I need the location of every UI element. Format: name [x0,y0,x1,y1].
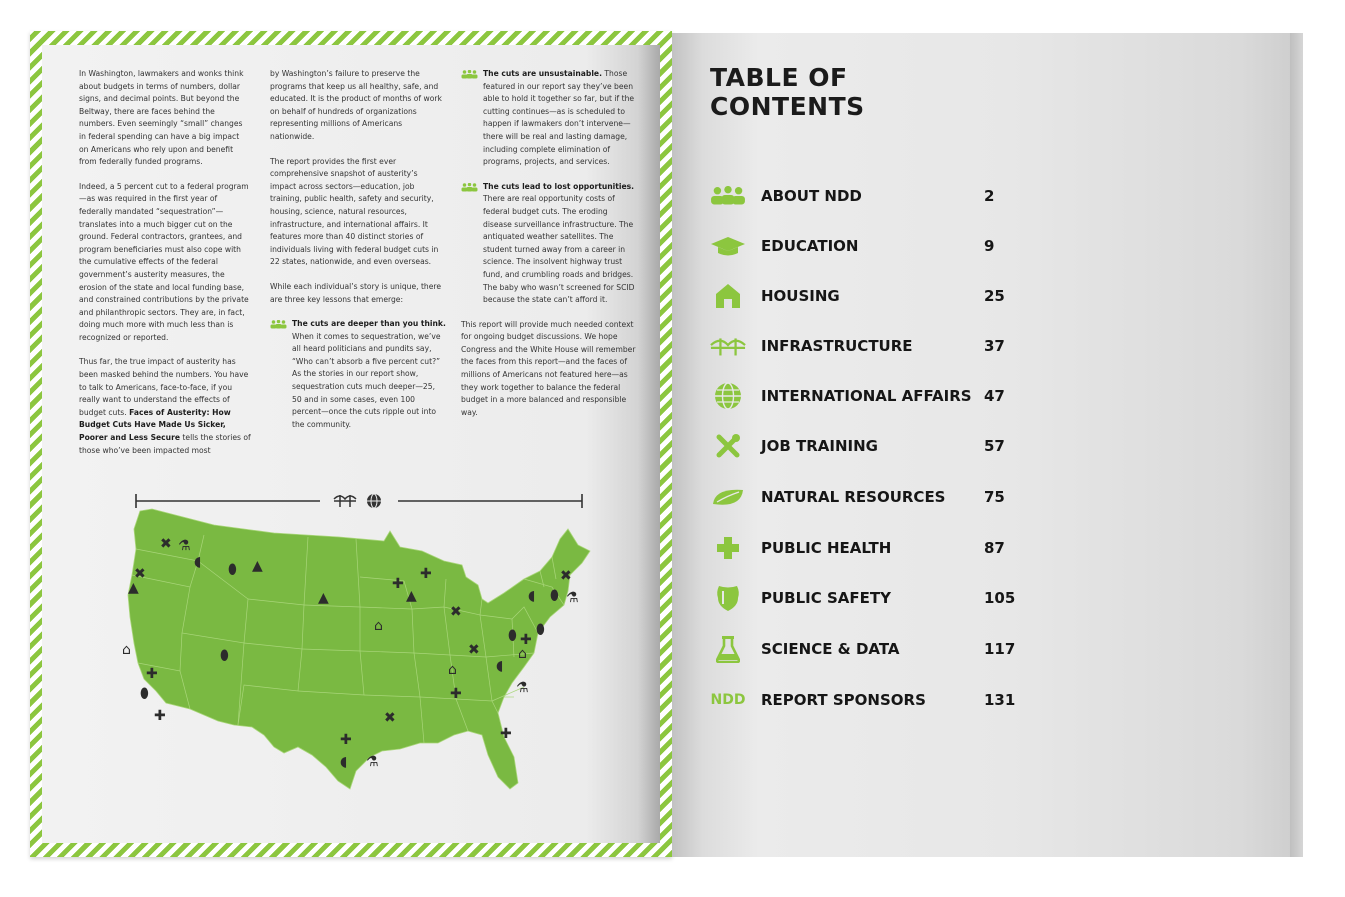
us-map [94,487,614,827]
tools-icon: ✖ [560,568,572,584]
paragraph: This report will provide much needed context for ongoing budget discussions. We hope Congress and the White House will remember the faces from this report—and the faces of millions of Americans not featured here—as they work together to balance the federal budget in a more balanced and responsible way. [461,319,636,417]
page-edge [1290,33,1303,857]
flask-icon: ⚗ [366,754,379,770]
leaf-icon: ◖ [194,554,202,570]
tools-icon [710,429,746,463]
tools-icon: ✖ [468,642,480,658]
shield-icon: ⬮ [508,628,517,644]
lesson-body: There are real opportunity costs of federal budget cuts. The eroding disease surveillance infrastructure. The antiquated weather satellites. The student turned away from a career in science. The insolvent highway trust fund, and crumbling roads and bridges. The baby who wasn’t screened for SCID because the state can’t afford it. [483,194,635,305]
flask-icon: ⚗ [178,538,191,554]
cross-icon: ✚ [392,576,404,592]
graduation-cap-icon [710,229,746,263]
lesson-1 [270,318,446,431]
paragraph: While each individual’s story is unique, there are three key lessons that emerge: [270,281,442,304]
paragraph: In Washington, lawmakers and wonks think about budgets in terms of numbers, dollar signs, and decimal points. But beyond the Beltway, there are faces behind the numbers. Even seemingly “small” changes in federal spending can have a big impact on Americans who rely upon and benefit from federally funded programs. [79,69,244,167]
lesson-3 [461,181,637,307]
graduation-cap-icon: ▲ [406,588,417,604]
people-icon [270,320,287,329]
cross-icon: ✚ [450,686,462,702]
toc-entry-page: 47 [984,387,1005,405]
toc-entry-page: 105 [984,589,1016,607]
lesson-body: Those featured in our report say they’ve been able to hold it together so far, but if the cutting continues—as is scheduled to happen if lawmakers don’t intervene—there will be real and lasting damage, including complete elimination of programs, projects, and services. [483,69,635,167]
house-icon: ⌂ [448,662,457,678]
shield-icon: ⬮ [220,648,229,664]
toc-entry-infrastructure[interactable] [710,329,1070,363]
bridge-icon [710,329,746,363]
page-fold-shadow [638,45,660,843]
toc-entry-education[interactable] [710,229,1070,263]
toc-entry-page: 87 [984,539,1005,557]
graduation-cap-icon: ▲ [252,558,263,574]
toc-entry-job-training[interactable] [710,429,1070,463]
people-icon [710,179,746,213]
us-map-shape [94,487,614,827]
right-page [672,33,1290,857]
tools-icon: ✖ [160,536,172,552]
cross-icon [710,531,746,565]
cross-icon: ✚ [500,726,512,742]
flask-icon [710,632,746,666]
toc-entry-label: REPORT SPONSORS [761,691,926,709]
toc-entry-about-ndd[interactable] [710,179,1070,213]
lesson-title: The cuts are unsustainable. [483,69,602,78]
house-icon: ⌂ [518,646,527,662]
toc-entry-page: 57 [984,437,1005,455]
lesson-title: The cuts are deeper than you think. [292,319,446,329]
toc-entry-label: EDUCATION [761,237,859,255]
people-icon [461,183,478,192]
toc-entry-label: JOB TRAINING [761,437,878,455]
toc-entry-international-affairs[interactable] [710,379,1070,413]
toc-entry-label: PUBLIC HEALTH [761,539,892,557]
toc-entry-page: 2 [984,187,995,205]
paragraph: The report provides the first ever comprehensive snapshot of austerity’s impact across sectors—education, job training, public health, safety and security, housing, science, natural resources, infrastructure, and international affairs. It features more than 40 distinct stories of individuals living with federal budget cuts in 22 states, nationwide, and even overseas. [270,156,439,267]
toc-entry-page: 75 [984,488,1005,506]
graduation-cap-icon: ▲ [318,590,329,606]
toc-entry-page: 25 [984,287,1005,305]
text-column-2 [270,68,446,443]
toc-entry-label: INTERNATIONAL AFFAIRS [761,387,972,405]
toc-entry-page: 117 [984,640,1016,658]
toc-entry-public-health[interactable] [710,531,1070,565]
cross-icon: ✚ [340,732,352,748]
cross-icon: ✚ [520,632,532,648]
toc-entry-natural-resources[interactable] [710,480,1070,514]
cross-icon: ✚ [420,566,432,582]
leaf-icon: ◖ [528,588,536,604]
lesson-title: The cuts lead to lost opportunities. [483,181,635,191]
toc-entry-page: 131 [984,691,1016,709]
leaf-icon: ◖ [340,754,348,770]
report-title-bold: Faces of Austerity: How Budget Cuts Have Made Us Sicker, Poorer and Less Secure [79,407,231,443]
toc-title-line2: CONTENTS [710,92,865,121]
toc-title [710,63,865,121]
toc-entry-label: NATURAL RESOURCES [761,488,946,506]
shield-icon: ⬮ [228,562,237,578]
tools-icon: ✖ [384,710,396,726]
leaf-icon [710,480,746,514]
toc-entry-label: SCIENCE & DATA [761,640,900,658]
text-column-1 [79,68,251,469]
text-column-3 [461,68,637,431]
flask-icon: ⚗ [566,590,579,606]
people-icon [461,70,478,79]
globe-icon [710,379,746,413]
ndd-mark: NDD [710,692,746,708]
toc-entry-public-safety[interactable] [710,581,1070,615]
house-icon: ⌂ [374,618,383,634]
toc-entry-housing[interactable] [710,279,1070,313]
paragraph-text: Thus far, the true impact of austerity has been masked behind the numbers. You have to talk to Americans, face-to-face, if you really want to understand the effects of budget cuts. [79,357,249,417]
tools-icon: ✖ [134,566,146,582]
graduation-cap-icon: ▲ [128,580,139,596]
cross-icon: ✚ [146,666,158,682]
toc-entry-label: INFRASTRUCTURE [761,337,913,355]
toc-entry-report-sponsors[interactable] [710,683,1070,717]
cross-icon: ✚ [154,708,166,724]
toc-entry-label: HOUSING [761,287,840,305]
paragraph: Indeed, a 5 percent cut to a federal program—as was required in the first year of federally mandated “sequestration”—translates into a much bigger cut on the ground. Federal contractors, grantees, and program beneficiaries must also cope with the cumulative effects of the federal government’s austerity measures, the erosion of the state and local funding base, and constrained contributions by the private and philanthropic sectors. They are, in fact, doing much more with much less than is recognized or reported. [79,181,249,342]
toc-entry-science-data[interactable] [710,632,1070,666]
paragraph-text: tells the stories of those who’ve been impacted most [79,433,251,455]
lesson-body: When it comes to sequestration, we’ve all heard politicians and pundits say, “Who can’t absorb a five percent cut?” As the stories in our report show, sequestration cuts much deeper—25, 50 and in some cases, even 100 percent—once the cuts ripple out into the community. [292,331,441,429]
toc-entry-page: 37 [984,337,1005,355]
paragraph: by Washington’s failure to preserve the programs that keep us all healthy, safe, and educated. It is the product of months of work on behalf of hundreds of organizations representing millions of Americans nationwide. [270,69,442,141]
shield-icon: ⬮ [550,588,559,604]
shield-icon: ⬮ [140,686,149,702]
shield-icon [710,581,746,615]
shield-icon: ⬮ [536,622,545,638]
house-icon [710,279,746,313]
ndd-text-icon [710,683,746,717]
toc-title-line1: TABLE OF [710,63,848,92]
tools-icon: ✖ [450,604,462,620]
toc-entry-label: PUBLIC SAFETY [761,589,891,607]
house-icon: ⌂ [122,642,131,658]
flask-icon: ⚗ [516,680,529,696]
lesson-2 [461,68,637,169]
leaf-icon: ◖ [496,658,504,674]
paragraph [79,356,251,457]
toc-entry-page: 9 [984,237,995,255]
toc-entry-label: ABOUT NDD [761,187,862,205]
